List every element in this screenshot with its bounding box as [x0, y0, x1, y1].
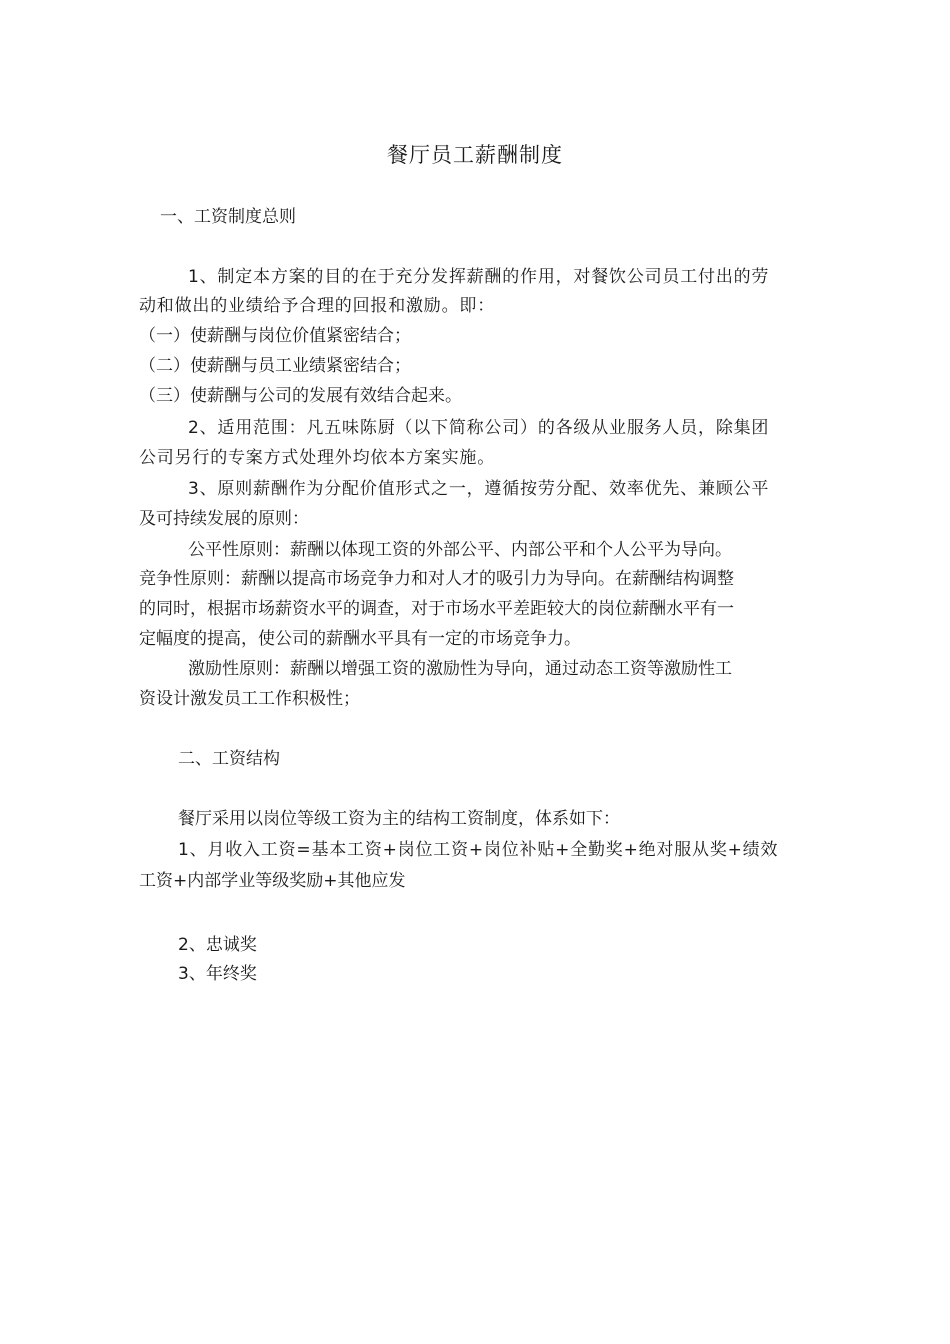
list-item: （二）使薪酬与员工业绩紧密结合； [139, 356, 411, 376]
section-heading-general: 一、工资制度总则 [160, 207, 296, 227]
list-item: （一）使薪酬与岗位价值紧密结合； [139, 326, 411, 346]
document-title: 餐厅员工薪酬制度 [387, 143, 563, 167]
paragraph-line: 公司另行的专案方式处理外均依本方案实施。 [139, 448, 495, 468]
paragraph-line: 1、月收入工资=基本工资+岗位工资+岗位补贴+全勤奖+绝对服从奖+绩效 [178, 840, 779, 860]
paragraph-line: 竞争性原则：薪酬以提高市场竞争力和对人才的吸引力为导向。在薪酬结构调整 [139, 569, 734, 589]
list-item: （三）使薪酬与公司的发展有效结合起来。 [139, 386, 462, 406]
paragraph-line: 及可持续发展的原则： [139, 509, 309, 529]
paragraph-line: 工资+内部学业等级奖励+其他应发 [139, 871, 406, 891]
section-heading-structure: 二、工资结构 [178, 749, 280, 769]
paragraph-line: 餐厅采用以岗位等级工资为主的结构工资制度，体系如下： [178, 809, 620, 829]
paragraph-line: 资设计激发员工工作积极性； [139, 689, 360, 709]
paragraph-line: 3、原则薪酬作为分配价值形式之一，遵循按劳分配、效率优先、兼顾公平 [188, 479, 770, 499]
paragraph-line: 1、制定本方案的目的在于充分发挥薪酬的作用，对餐饮公司员工付出的劳 [188, 267, 770, 287]
paragraph-line: 动和做出的业绩给予合理的回报和激励。即： [139, 296, 495, 316]
list-item: 2、忠诚奖 [178, 935, 257, 955]
paragraph-line: 的同时，根据市场薪资水平的调查，对于市场水平差距较大的岗位薪酬水平有一 [139, 599, 734, 619]
paragraph-line: 2、适用范围：凡五味陈厨（以下简称公司）的各级从业服务人员，除集团 [188, 418, 770, 438]
paragraph-line: 公平性原则：薪酬以体现工资的外部公平、内部公平和个人公平为导向。 [188, 540, 732, 560]
paragraph-line: 激励性原则：薪酬以增强工资的激励性为导向，通过动态工资等激励性工 [188, 659, 732, 679]
paragraph-line: 定幅度的提高，使公司的薪酬水平具有一定的市场竞争力。 [139, 629, 581, 649]
list-item: 3、年终奖 [178, 964, 257, 984]
